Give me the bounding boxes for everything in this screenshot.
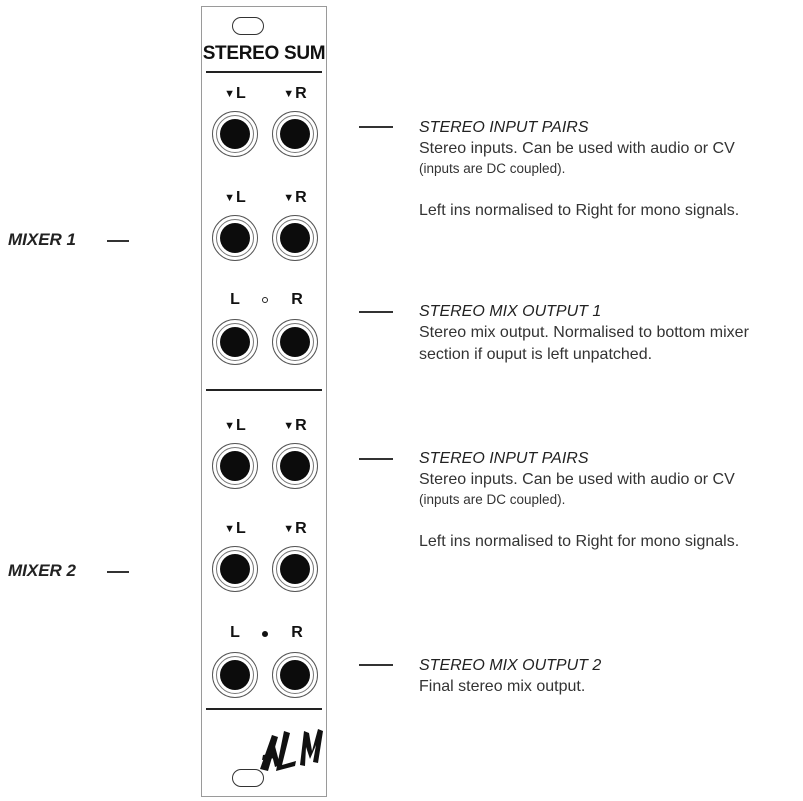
annotation-title: STEREO MIX OUTPUT 1 xyxy=(419,303,602,320)
mixer1-out-right-jack[interactable] xyxy=(272,319,318,365)
bottom-mounting-hole xyxy=(232,769,264,787)
input-arrow-icon: ▼ xyxy=(283,88,295,100)
input-arrow-icon: ▼ xyxy=(283,523,295,535)
alm-logo-icon xyxy=(258,725,328,777)
mixer1-output-leader xyxy=(359,311,393,313)
mixer2-in2-left-label: ▼L xyxy=(224,520,246,537)
mixer2-inputs-leader xyxy=(359,458,393,460)
mixer1-inputs-annotation xyxy=(419,117,739,222)
mixer2-in1-left-label: ▼L xyxy=(224,417,246,434)
mixer2-output-annotation xyxy=(419,655,601,698)
mixer1-out-right-label: R xyxy=(291,291,303,308)
annotation-text: Left ins normalised to Right for mono signals. xyxy=(419,533,740,550)
input-arrow-icon: ▼ xyxy=(283,192,295,204)
input-arrow-icon: ▼ xyxy=(283,420,295,432)
annotation-title: STEREO INPUT PAIRS xyxy=(419,450,589,467)
mixer2-output-led xyxy=(262,631,268,637)
section-divider xyxy=(206,389,322,391)
mixer2-inputs-annotation xyxy=(419,448,739,553)
mixer1-in1-right-jack[interactable] xyxy=(272,111,318,157)
input-arrow-icon: ▼ xyxy=(224,192,236,204)
annotation-text: Stereo inputs. Can be used with audio or CV xyxy=(419,471,735,488)
mixer2-label-dash xyxy=(107,571,129,573)
logo-divider xyxy=(206,708,322,710)
mixer2-in2-right-jack[interactable] xyxy=(272,546,318,592)
mixer1-inputs-leader xyxy=(359,126,393,128)
mixer2-in1-right-jack[interactable] xyxy=(272,443,318,489)
mixer1-output-annotation xyxy=(419,301,749,366)
mixer2-out-right-jack[interactable] xyxy=(272,652,318,698)
mixer1-label: MIXER 1 xyxy=(8,230,77,249)
mixer1-in2-right-jack[interactable] xyxy=(272,215,318,261)
mixer2-in1-left-jack[interactable] xyxy=(212,443,258,489)
mixer1-out-left-label: L xyxy=(230,291,240,308)
panel-title: STEREO SUM xyxy=(202,43,326,64)
mixer2-out-left-jack[interactable] xyxy=(212,652,258,698)
annotation-note: (inputs are DC coupled). xyxy=(419,492,566,507)
mixer1-in1-left-label: ▼L xyxy=(224,85,246,102)
mixer2-in1-right-label: ▼R xyxy=(283,417,307,434)
mixer2-in2-right-label: ▼R xyxy=(283,520,307,537)
module-panel xyxy=(201,6,327,797)
top-mounting-hole xyxy=(232,17,264,35)
annotation-text: Left ins normalised to Right for mono signals. xyxy=(419,202,740,219)
annotation-text: Stereo inputs. Can be used with audio or CV xyxy=(419,140,735,157)
mixer1-in2-right-label: ▼R xyxy=(283,189,307,206)
mixer1-in1-left-jack[interactable] xyxy=(212,111,258,157)
mixer1-in2-left-label: ▼L xyxy=(224,189,246,206)
input-arrow-icon: ▼ xyxy=(224,420,236,432)
mixer1-label-dash xyxy=(107,240,129,242)
annotation-title: STEREO MIX OUTPUT 2 xyxy=(419,657,602,674)
mixer2-output-leader xyxy=(359,664,393,666)
annotation-title: STEREO INPUT PAIRS xyxy=(419,119,589,136)
annotation-text: Stereo mix output. Normalised to bottom mixer xyxy=(419,324,749,341)
mixer1-in2-left-jack[interactable] xyxy=(212,215,258,261)
input-arrow-icon: ▼ xyxy=(224,523,236,535)
input-arrow-icon: ▼ xyxy=(224,88,236,100)
mixer1-output-led xyxy=(262,297,268,303)
annotation-text: Final stereo mix output. xyxy=(419,678,586,695)
mixer2-out-right-label: R xyxy=(291,624,303,641)
mixer1-in1-right-label: ▼R xyxy=(283,85,307,102)
mixer2-in2-left-jack[interactable] xyxy=(212,546,258,592)
annotation-note: (inputs are DC coupled). xyxy=(419,161,566,176)
annotation-text: section if ouput is left unpatched. xyxy=(419,346,653,363)
mixer1-out-left-jack[interactable] xyxy=(212,319,258,365)
title-divider xyxy=(206,71,322,73)
mixer2-label: MIXER 2 xyxy=(8,561,77,580)
mixer2-out-left-label: L xyxy=(230,624,240,641)
